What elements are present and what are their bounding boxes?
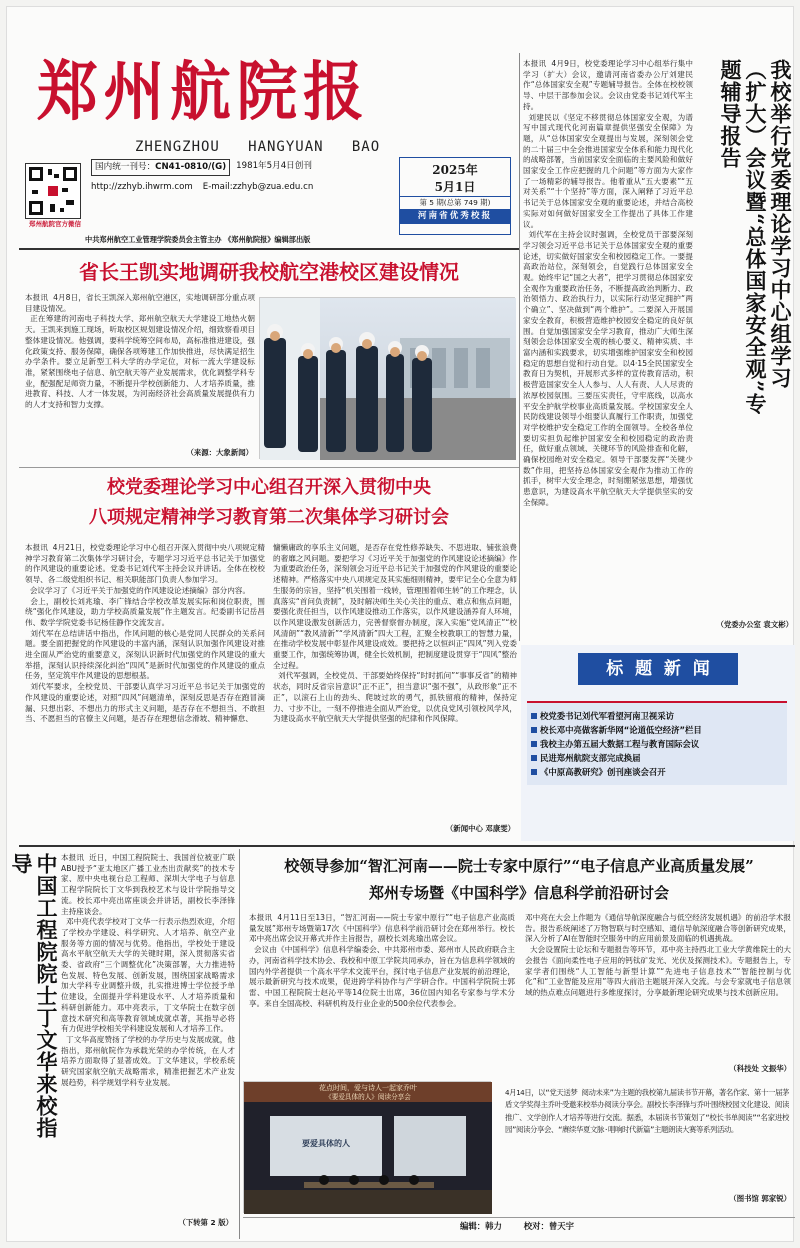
conduct-headline-line2: 八项规定精神学习教育第二次集体学习研讨会 [89,507,449,528]
safety-source: （党委办公室 袁文彬） [716,620,793,629]
qr-caption: 郑州航院官方微信 [29,220,81,228]
footer-rule [243,1217,795,1218]
conduct-headline [19,473,519,537]
governor-article-text: 本报讯 4月8日，省长王凯深入郑州航空港区，实地调研部分重点项目建设情况。 正在筹建的河南电子科技大学、郑州航空航天大学建设工地热火朝天。王凯来到施工现场，听取校区规划建设情况介绍，细致察看项目整体建设情况。他强调，要科学统筹空间布局，高标准推进建设，强化政策支持、服务保障，确保各项筹建工作加快推进，尽快满足招生办学条件。要立足新型工科大学的办学定位，对标一流大学建设标准，紧紧围绕电子信息、航空航天等产业发展需求，优化调整学科专业，配强配足师资力量，不断提升学校创新能力、人才培养质量，推进教育、科技、人才一体发展，为河南经济社会高质量发展提供有力的人才支持和智力支撑。 [25,293,256,410]
cn-number: CN41-0810/(G) [155,162,227,172]
academician-headline: 中国工程院院士丁文华来校指导 [9,853,59,1139]
governor-headline: 省长王凯实地调研我校航空港校区建设情况 [79,260,459,284]
bottom-rule [19,845,795,847]
forum-headline [243,853,795,909]
news-item[interactable] [531,737,783,751]
website-link[interactable]: http://zzhyb.ihwrm.com [91,182,193,192]
governor-photo [259,297,515,459]
academician-article-text: 本报讯 近日，中国工程院院士、我国首位被亚广联ABU授予“亚太地区广播工业杰出贡献奖”的技术专家、原中央电视台总工程师、深圳大学电子与信息工程学院院长丁文华到我校艺术与设计学院指导交流。校长邓中亮出席座谈会并讲话，副校长李泽锋主持座谈会。 邓中亮代表学校对丁文华一行表示热烈欢迎，介绍了学校办学建设、科学研究、人才培养、航空产业服务等方面的情况与优势。他指出，学校处于建设高水平航空航天大学的关键时期，深入贯彻落实省委、省政府“三个调整优化”决策部署，大力推进特色发展、特色发展、创新发展，围绕国家战略需求加大学科专业调整升级，扎实推进博士学位授予单位建设，全面提升学科建设水平、人才培养质量和科研创新能力。邓中亮表示，丁文华院士在数字创意技术研究和高等教育领域成就卓著，其指导必将有力促进学校相关学科建设发展和人才培养工作。 丁文华高度赞扬了学校的办学历史与发展成就，他指出，郑州航院作为承载光荣的办学传统，在人才培养方面取得了显著成效。丁文华建议，学校系统研究国家航空航天战略需求，精准把握艺术产业发展趋势，科学规划学科专业发展。 [61,853,236,1087]
reading-caption: 4月14日，以“党天送梦 阅动未来”为主题的我校第九届读书节开幕，著名作家、第十一届茅盾文学奖得主乔叶受邀来校举办阅读分享会。副校长李泽锋与乔叶围绕校园文化建设、阅读推广、文学创作人才培养等进行交流。据悉，本届读书节策划了“校长书单阅读”“名家进校园”阅读分享会、“赓续华夏文脉·唱响时代新篇”主题朗读大赛等系列活动。 [505,1088,789,1135]
news-item[interactable] [531,765,783,779]
forum-article-col2: 邓中亮在大会上作题为《通信导航深度融合与低空经济发展机遇》的前沿学术报告。报告系统阐述了万物智联与时空感知、通信导航深度融合等创新研究成果，深入分析了AI在智能时空服务中的应用前景及面临的机遇挑战。 大会设置院士论坛和专题报告等环节，邓中亮主持西北工业大学黄维院士的大会报告《面向柔性电子应用的钙钛矿发光、光伏及探测技术》。专题报告上，专家学者们围绕“人工智能与新型计算”“先进电子信息技术”“智能控制与优化”和“工业智能及应用”等四大前沿主题展开深入交流。与会专家就电子信息领域的热点难点问题进行多维度探讨，分享最新理论研究成果与技术创新应用。 [525,913,791,997]
news-brief-list [527,701,787,785]
masthead-title-area [37,53,517,145]
bullet-icon [531,713,537,719]
qr-code[interactable] [25,163,81,219]
email-link[interactable]: E-mail:zzhyb@zua.edu.cn [202,182,314,192]
photo-banner-line1: 花点时间，爱与诗人一起家乔叶 [319,1084,417,1092]
column-divider [519,53,520,641]
issue-year: 2025年 [432,163,478,177]
newspaper-page [6,6,794,1242]
photo-screen-text: 要爱具体的人 [302,1139,350,1148]
bullet-icon [531,741,537,747]
news-item-text: 《中原高教研究》创刊座谈会召开 [540,767,666,777]
forum-article-col1: 本报讯 4月11日至13日，“智汇河南——院士专家中原行”“电子信息产业高质量发展”郑州专场暨第17次《中国科学》信息科学前沿研讨会在郑州举行。校长邓中亮出席会议开幕式并作主旨报告，副校长刘兆瑜出席会议。 会议由《中国科学》信息科学编委会、中共郑州市委、郑州市人民政府联合主办，河南省科学技术协会、我校和中原工学院共同承办，旨在为信息科学领域的国内外学者提供一个高水平学术交流平台，探讨电子信息产业发展的前沿理论，展示最新研究与技术成果，促进跨学科协作与产学研合作。中国科学院院士郭雷、中国工程院院士赵沁平等14位院士出席，36位国内知名专家参与学术分享。来自全国高校、科研机构及行业企业的500余位代表参会。 [249,913,515,1008]
conduct-headline-line1: 校党委理论学习中心组召开深入贯彻中央 [107,477,431,498]
masthead-rule [19,248,519,250]
issue-number: 第 5 期(总第 749 期) [400,196,510,209]
news-brief-box [521,645,795,841]
masthead-info [91,159,401,209]
award-badge: 河南省优秀校报 [400,209,510,224]
sponsor-line: 中共郑州航空工业管理学院委员会主管主办 《郑州航院报》编辑部出版 [85,235,311,244]
proof-name: 曾天宇 [548,1221,574,1231]
news-item[interactable] [531,709,783,723]
news-item-text: 校长邓中亮做客新华网“论道低空经济”栏目 [540,725,702,735]
proof-label: 校对： [523,1221,549,1231]
governor-photo-illustration [260,298,516,460]
footer-credits [243,1219,791,1233]
safety-headline: 我校举行党委理论学习中心组学习（扩大）会议暨“总体国家安全观”专题辅导报告 [718,59,793,416]
bottom-divider [239,849,240,1239]
rule-a2 [19,467,519,468]
news-item-text: 我校主办第五届大数据工程与教育国际会议 [540,739,700,749]
editor-label: 编辑： [460,1221,486,1231]
safety-article-text: 本报讯 4月9日，校党委理论学习中心组举行集中学习（扩大）会议，邀请河南省委办公厅刘建民作“总体国家安全观”专题辅导报告。全体在校校领导、中层干部参加会议。会议由党委书记刘代军主持。 刘建民以《坚定不移贯彻总体国家安全观，为谱写中国式现代化河南篇章提供坚强安全保障》为题，从“总体国家安全观提出与发展，深刻领会党的二十届三中全会推进国家安全体系和能力现代化的战略部署，当前国家安全面临的主要风险和做好国家安全工作应把握的几个问题”等方面为大家作了一场精彩的辅导报告。他着重从“五大要素”“五对关系”“十个坚持”等方面，深入阐释了习近平总书记关于总体国家安全观的重要论述，并结合高校实际对如何做好国家安全工作提出了具体工作建议。 刘代军在主持会议时强调，全校党员干部要深刻学习领会习近平总书记关于总体国家安全观的重要论述，切实做好国家安全和校园稳定工作。一要提高政治站位，深刻领会，自觉践行总体国家安全观。始终牢记“国之大者”，把学习贯彻总体国家安全观作为重要政治任务，不断提高政治判断力、政治领悟力、政治执行力，以实际行动坚定拥护“两个确立”、坚决做到“两个维护”。二要深入开展国家安全教育，积极营造维护校园安全稳定的良好氛围。自觉加强国家安全学习教育，推动广大师生深刻领会总体国家安全观的核心要义、精神实质、丰富内涵和实践要求，切实增强维护国家安全和校园稳定的思想自觉和行动自觉。以4·15全民国家安全教育日为契机，开展形式多样的宣传教育活动，积极营造国家安全人人参与、人人有责、人人尽责的浓厚校园氛围。三要压实责任，守牢底线，以高水平安全护航学校事业高质量发展。学校国家安全人民防线建设领导小组要认真履行工作职责，加强党对学校维护安全稳定工作的全面领导。全校各单位要切实担负起维护国家安全和校园稳定的政治责任，做好重点领域、关键环节的风险排查和化解，确保校园绝对安全稳定。领导干部要发挥“关键少数”作用，把坚持总体国家安全观作为推动工作的抓手，树牢大安全理念，时刻绷紧弦思想，增强忧患意识，为建设高水平航空航天大学提供坚实的安全保障。 [523,59,694,507]
issue-date: 5月1日 [434,180,476,194]
forum-headline-line1: 校领导参加“智汇河南——院士专家中原行”“电子信息产业高质量发展” [284,857,754,875]
conduct-source: （新闻中心 邓康雯） [445,824,515,833]
bullet-icon [531,755,537,761]
news-brief-title: 标 题 新 闻 [578,653,738,685]
masthead-title: 郑州航院报 [37,55,370,130]
cn-label: 国内统一刊号： [95,162,156,172]
governor-source: （来源：大象新闻） [186,448,253,457]
issue-box [399,157,511,235]
news-item[interactable] [531,723,783,737]
forum-source: （科技处 文振华） [729,1064,791,1073]
news-item-text: 民进郑州航院支部完成换届 [540,753,641,763]
forum-headline-line2: 郑州专场暨《中国科学》信息科学前沿研讨会 [368,884,669,902]
founded-date: 1981年5月4日创刊 [236,161,312,171]
editor-name: 韩力 [485,1221,502,1231]
bullet-icon [531,727,537,733]
conduct-article-col2: 慵懒庸政的享乐主义问题，是否存在党性修养缺失、不思进取、铺张浪费的奢靡之风问题。要把学习《习近平关于加强党的作风建设论述摘编》作为重要政治任务，深刻领会习近平总书记关于加强党的作风建设的重要论述精神。严格落实中央八项规定及其实施细则精神，要牢记全心全意为师生服务的宗旨，坚持“机关围着一线转，管理围着师生转”的工作理念，认真落实“首问负责制”，及时解决师生关心关注的重点、难点和焦点问题，要强化责任担当，以作风建设推动工作落实，以作风建设涵养育人环境，以作风建设激发创新活力，完善督察督办制度，深入实施“党风清正”“校风清朗”“教风清新”“学风清新”四大工程，汇聚全校教职工的智慧力量，在推动学校发展中彰显作风建设成效。要把持之以恒纠正“四风”列入党委重要工作，加强统筹协调，健全长效机制，把制度建设贯穿于“四风”整治全过程。 刘代军强调，全校党员、干部要始终保持“时时抓问”“事事反省”的精神状态，同时反省宗旨意识“正不正”，担当意识“强不强”，从政形象“正不正”，以滚石上山的劲头、爬坡过坎的勇气，抓铁留痕的精神，保持定力、寸步不让，一刻不停推进全面从严治党，以优良党风引领校风学风，为建设高水平航空航天大学提供坚强的纪律和作风保障。 [273,543,518,724]
academician-continued: （下转第 2 版） [178,1218,233,1227]
reading-photo [243,1081,491,1213]
conduct-article-col1: 本报讯 4月21日，校党委理论学习中心组召开深入贯彻中央八项规定精神学习教育第二次集体学习研讨会，专题学习习近平总书记关于加强党的作风建设的重要论述。党委书记刘代军主持会议并讲话。全体在校校领导、各二级党组织书记、相关职能部门负责人参加学习。 会议学习了《习近平关于加强党的作风建设论述摘编》部分内容。 会上，副校长刘兆瑜、李广锋结合学校改革发展实际和岗位职责，围绕“强化作风建设，助力学校高质量发展”作主题发言。纪委副书记岳昌伟、数学学院党委书记杨佳静作交流发言。 刘代军在总结讲话中指出，作风问题的核心是党同人民群众的关系问题。要全面把握党的作风建设的丰富内涵，深刻认识加强作风建设对推进全面从严治党的重要意义，深刻认识新时代加强党的作风建设的重大举措，深刻认识持续深化纠治“四风”是新时代加强党的作风建设的重点任务，坚定筑牢作风建设的思想根基。 刘代军要求，全校党员、干部要认真学习习近平总书记关于加强党的作风建设的重要论述，对照“四风”问题清单，深刻反思是否存在跑冒滴漏、只想出彩、不想出力的形式主义问题，是否存在不想担当、不敢担当、不愿担当的官僚主义问题，是否存在理想信念滑坡、精神懈怠、 [25,543,266,724]
news-item-text: 校党委书记刘代军看望河南卫视采访 [540,711,674,721]
reading-credit: （图书馆 郭家锐） [729,1194,791,1203]
news-item[interactable] [531,751,783,765]
bullet-icon [531,769,537,775]
photo-banner-line2: 《要爱具体的人》阅读分享会 [325,1093,411,1101]
masthead-pinyin: ZHENGZHOU HANGYUAN BAO [135,139,381,155]
